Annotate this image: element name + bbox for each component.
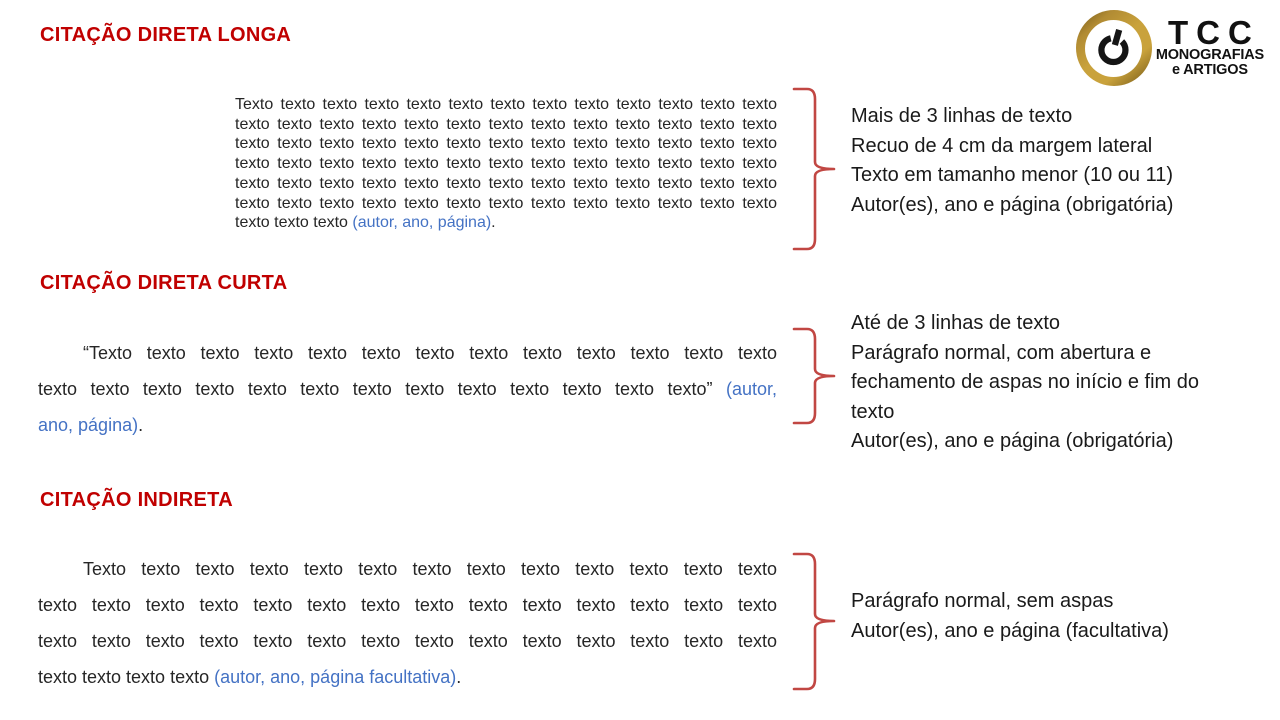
quote-block-indireta (38, 551, 777, 695)
section-heading-citacao-direta-longa: CITAÇÃO DIRETA LONGA (40, 24, 292, 46)
note-line: Texto em tamanho menor (10 ou 11) (851, 164, 1174, 186)
logo-emblem-inner (1085, 20, 1142, 77)
quote-text: texto texto texto (235, 214, 353, 232)
note-line: fechamento de aspas no início e fim do (851, 371, 1199, 393)
curly-brace-icon (788, 86, 838, 257)
note-line: Autor(es), ano e página (facultativa) (851, 619, 1169, 642)
citation-marker: (autor, ano, página) (352, 214, 492, 232)
citation-marker: ano, página) (38, 415, 139, 435)
note-line: Parágrafo normal, com abertura e (851, 341, 1152, 364)
quote-line: Texto texto texto texto texto texto texto texto texto texto texto texto texto (235, 96, 777, 113)
quote-line: texto texto texto texto texto texto texto texto texto texto texto texto texto (235, 135, 777, 153)
section-heading-citacao-direta-curta: CITAÇÃO DIRETA CURTA (40, 272, 288, 294)
note-line: Recuo de 4 cm da margem lateral (851, 134, 1153, 157)
citation-marker: (autor, ano, página facultativa) (214, 667, 457, 687)
curly-brace-icon (788, 551, 838, 697)
tcc-logo (1076, 10, 1264, 86)
power-icon (1091, 25, 1137, 71)
logo-subtitle-monografias: MONOGRAFIAS (1155, 47, 1264, 63)
quote-block-direta-curta (38, 335, 777, 443)
quote-line: texto texto texto texto texto texto texto texto texto texto texto texto texto (235, 194, 777, 212)
quote-period: . (138, 415, 144, 435)
logo-emblem (1076, 10, 1152, 86)
logo-subtitle-artigos: e ARTIGOS (1172, 62, 1248, 78)
note-line: Autor(es), ano e página (obrigatória) (851, 193, 1174, 216)
quote-line: texto texto texto texto texto texto texto texto texto texto texto texto texto (235, 174, 777, 192)
note-line: Mais de 3 linhas de texto (851, 105, 1073, 127)
note-line: texto (851, 400, 895, 423)
notes-direta-curta (851, 309, 1199, 457)
quote-line: texto texto texto texto texto texto texto texto texto texto texto texto texto texto (38, 631, 777, 651)
quote-text: texto texto texto texto texto texto texto texto texto texto texto texto texto” (38, 379, 713, 399)
quote-period: . (456, 667, 462, 687)
notes-direta-longa (851, 102, 1173, 220)
curly-brace-icon (788, 326, 838, 431)
quote-line: texto texto texto texto texto texto texto texto texto texto texto texto texto (235, 115, 777, 133)
section-heading-citacao-indireta: CITAÇÃO INDIRETA (40, 489, 233, 511)
quote-period: . (491, 214, 496, 232)
citation-marker: (autor, (725, 379, 777, 399)
note-line: Autor(es), ano e página (obrigatória) (851, 430, 1174, 452)
quote-line (38, 371, 777, 407)
quote-line: Texto texto texto texto texto texto texto texto texto texto texto texto texto (83, 559, 777, 579)
quote-block-direta-longa (235, 95, 777, 233)
quote-text: texto texto texto texto (38, 667, 215, 687)
quote-line: “Texto texto texto texto texto texto texto texto texto texto texto texto texto (83, 343, 777, 363)
logo-title: TCC (1168, 14, 1260, 51)
quote-line (38, 407, 777, 443)
quote-line (235, 213, 777, 233)
note-line: Parágrafo normal, sem aspas (851, 590, 1114, 612)
quote-line (38, 659, 777, 695)
note-line: Até de 3 linhas de texto (851, 312, 1061, 334)
quote-line: texto texto texto texto texto texto texto texto texto texto texto texto texto texto (38, 595, 777, 615)
quote-line: texto texto texto texto texto texto texto texto texto texto texto texto texto (235, 155, 777, 173)
notes-indireta (851, 587, 1169, 646)
logo-text (1155, 14, 1264, 78)
